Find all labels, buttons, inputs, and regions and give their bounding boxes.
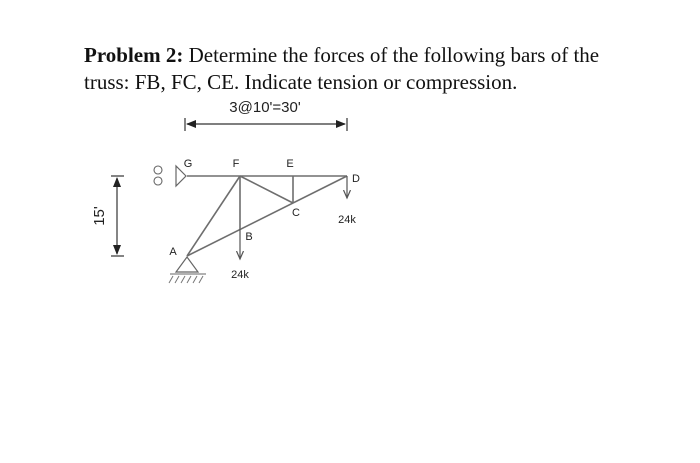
node-label-E: E	[286, 158, 294, 170]
roller-wheel-lower	[154, 177, 162, 185]
bottom-chord-AD	[187, 176, 347, 256]
pin-triangle	[176, 257, 198, 272]
node-label-B: B	[245, 231, 253, 243]
span-dimension-label: 3@10'=30'	[229, 99, 301, 116]
truss-members	[187, 176, 347, 256]
node-label-G: G	[183, 158, 193, 170]
problem-number: Problem 2:	[84, 43, 184, 67]
height-dimension	[91, 176, 124, 256]
load-label-B: 24k	[231, 269, 249, 281]
node-label-F: F	[232, 158, 240, 170]
problem-body: Determine the forces of the following bars of the truss: FB, FC, CE. Indicate tension or compression.	[84, 43, 600, 94]
load-label-D: 24k	[338, 214, 356, 226]
member-FC	[240, 176, 293, 203]
span-dimension	[185, 99, 347, 131]
roller-support	[154, 166, 186, 186]
height-dimension-label: 15'	[91, 206, 108, 226]
pin-support	[169, 257, 206, 283]
roller-wheel-upper	[154, 166, 162, 174]
node-label-D: D	[352, 173, 360, 185]
node-label-C: C	[292, 207, 300, 219]
member-AF	[187, 176, 240, 256]
node-label-A: A	[169, 246, 177, 258]
ground-hatch	[169, 276, 203, 283]
